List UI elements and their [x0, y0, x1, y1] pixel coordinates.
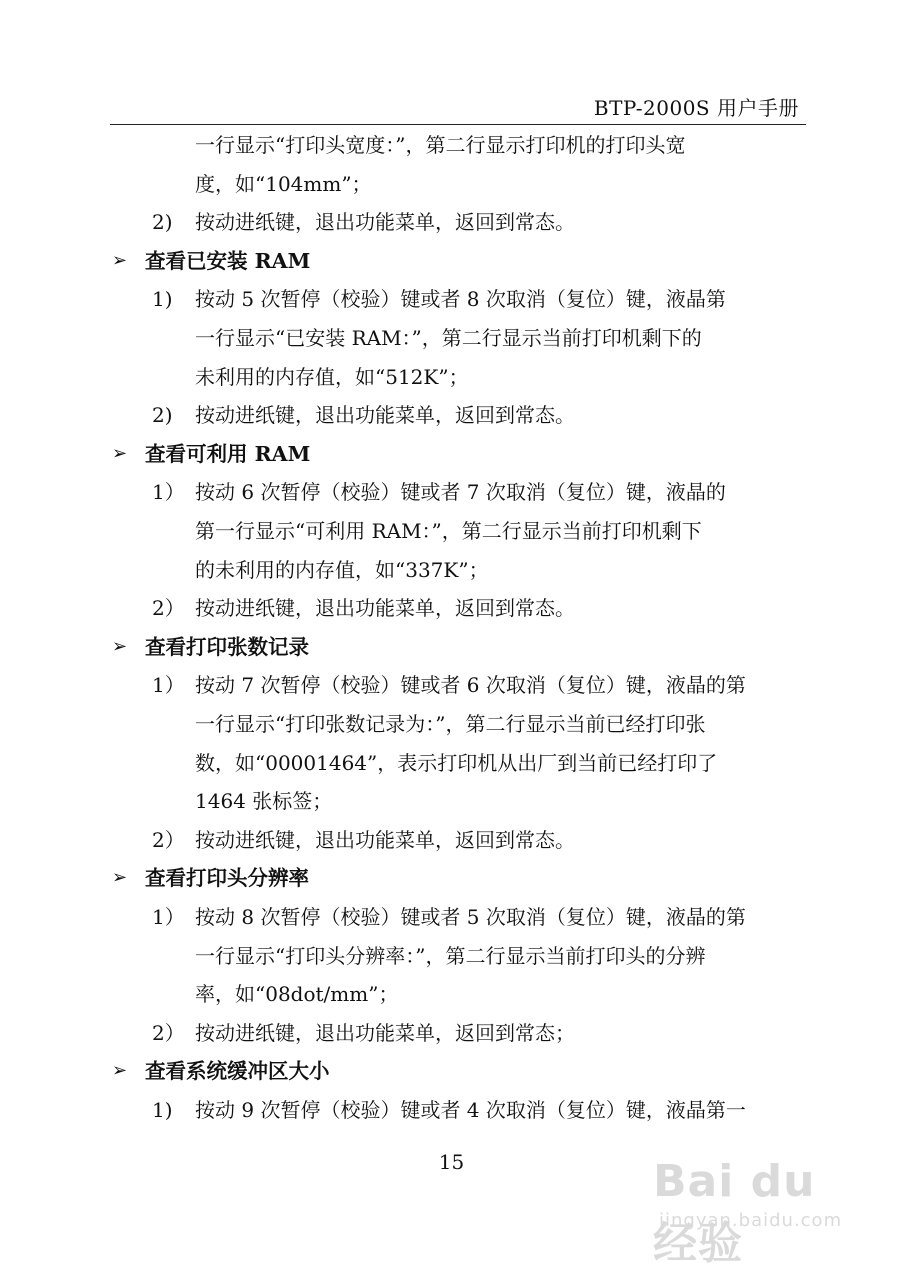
arrow-bullet-icon: ➢ — [112, 635, 128, 657]
step-number: 2) — [152, 403, 173, 428]
header-divider — [110, 124, 806, 125]
arrow-bullet-icon: ➢ — [112, 249, 128, 271]
step-text: 按动进纸键，退出功能菜单，返回到常态。 — [195, 210, 575, 235]
step-text: 按动 5 次暂停（校验）键或者 8 次取消（复位）键，液晶第 — [195, 287, 726, 312]
paragraph-line: 一行显示“打印张数记录为：”，第二行显示当前已经打印张 — [195, 712, 706, 736]
arrow-bullet-icon: ➢ — [112, 442, 128, 464]
paragraph-line: 度，如“104mm”； — [195, 171, 372, 196]
step-number: 1） — [152, 673, 185, 698]
step-text: 按动进纸键，退出功能菜单，返回到常态； — [195, 1020, 575, 1045]
step-text: 按动进纸键，退出功能菜单，返回到常态。 — [195, 403, 575, 428]
step-number: 2) — [152, 210, 173, 235]
arrow-bullet-icon: ➢ — [112, 867, 128, 889]
section-heading: 查看系统缓冲区大小 — [145, 1059, 330, 1084]
step-text: 按动 6 次暂停（校验）键或者 7 次取消（复位）键，液晶的 — [195, 480, 726, 505]
watermark-logo: Bai du 经验 — [653, 1156, 816, 1269]
step-text: 按动 8 次暂停（校验）键或者 5 次取消（复位）键，液晶的第 — [195, 905, 746, 929]
arrow-bullet-icon: ➢ — [112, 1060, 128, 1082]
step-number: 2） — [152, 827, 185, 852]
step-number: 1） — [152, 905, 185, 929]
page-number: 15 — [438, 1150, 465, 1174]
step-number: 2） — [152, 1020, 185, 1045]
paragraph-line: 率，如“08dot/mm”； — [195, 982, 399, 1007]
watermark-url: jingyan.baidu.com — [659, 1210, 843, 1231]
step-text: 按动 7 次暂停（校验）键或者 6 次取消（复位）键，液晶的第 — [195, 673, 746, 698]
section-heading: 查看可利用 RAM — [145, 441, 311, 466]
paragraph-line: 一行显示“打印头分辨率：”，第二行显示当前打印头的分辨 — [195, 943, 706, 968]
step-number: 1) — [152, 1098, 173, 1122]
paragraph-line: 的未利用的内存值，如“337K”； — [195, 557, 489, 582]
paragraph-line: 1464 张标签； — [195, 789, 333, 814]
step-number: 1) — [152, 287, 173, 312]
header-title: BTP-2000S 用户手册 — [593, 96, 799, 120]
step-text: 按动进纸键，退出功能菜单，返回到常态。 — [195, 827, 575, 852]
step-number: 2） — [152, 596, 185, 621]
step-text: 按动 9 次暂停（校验）键或者 4 次取消（复位）键，液晶第一 — [195, 1098, 746, 1122]
section-heading: 查看打印头分辨率 — [145, 866, 309, 891]
section-heading: 查看已安装 RAM — [145, 248, 311, 273]
paragraph-line: 一行显示“已安装 RAM：”，第二行显示当前打印机剩下的 — [195, 326, 702, 350]
paragraph-line: 第一行显示“可利用 RAM：”，第二行显示当前打印机剩下 — [195, 519, 702, 543]
paragraph-line: 一行显示“打印头宽度：”，第二行显示打印机的打印头宽 — [195, 133, 686, 157]
paragraph-line: 未利用的内存值，如“512K”； — [195, 364, 469, 389]
step-text: 按动进纸键，退出功能菜单，返回到常态。 — [195, 596, 575, 621]
paragraph-line: 数，如“00001464”，表示打印机从出厂到当前已经打印了 — [195, 750, 718, 775]
section-heading: 查看打印张数记录 — [145, 634, 309, 659]
step-number: 1） — [152, 480, 185, 505]
baidu-jingyan-watermark — [653, 1148, 849, 1269]
